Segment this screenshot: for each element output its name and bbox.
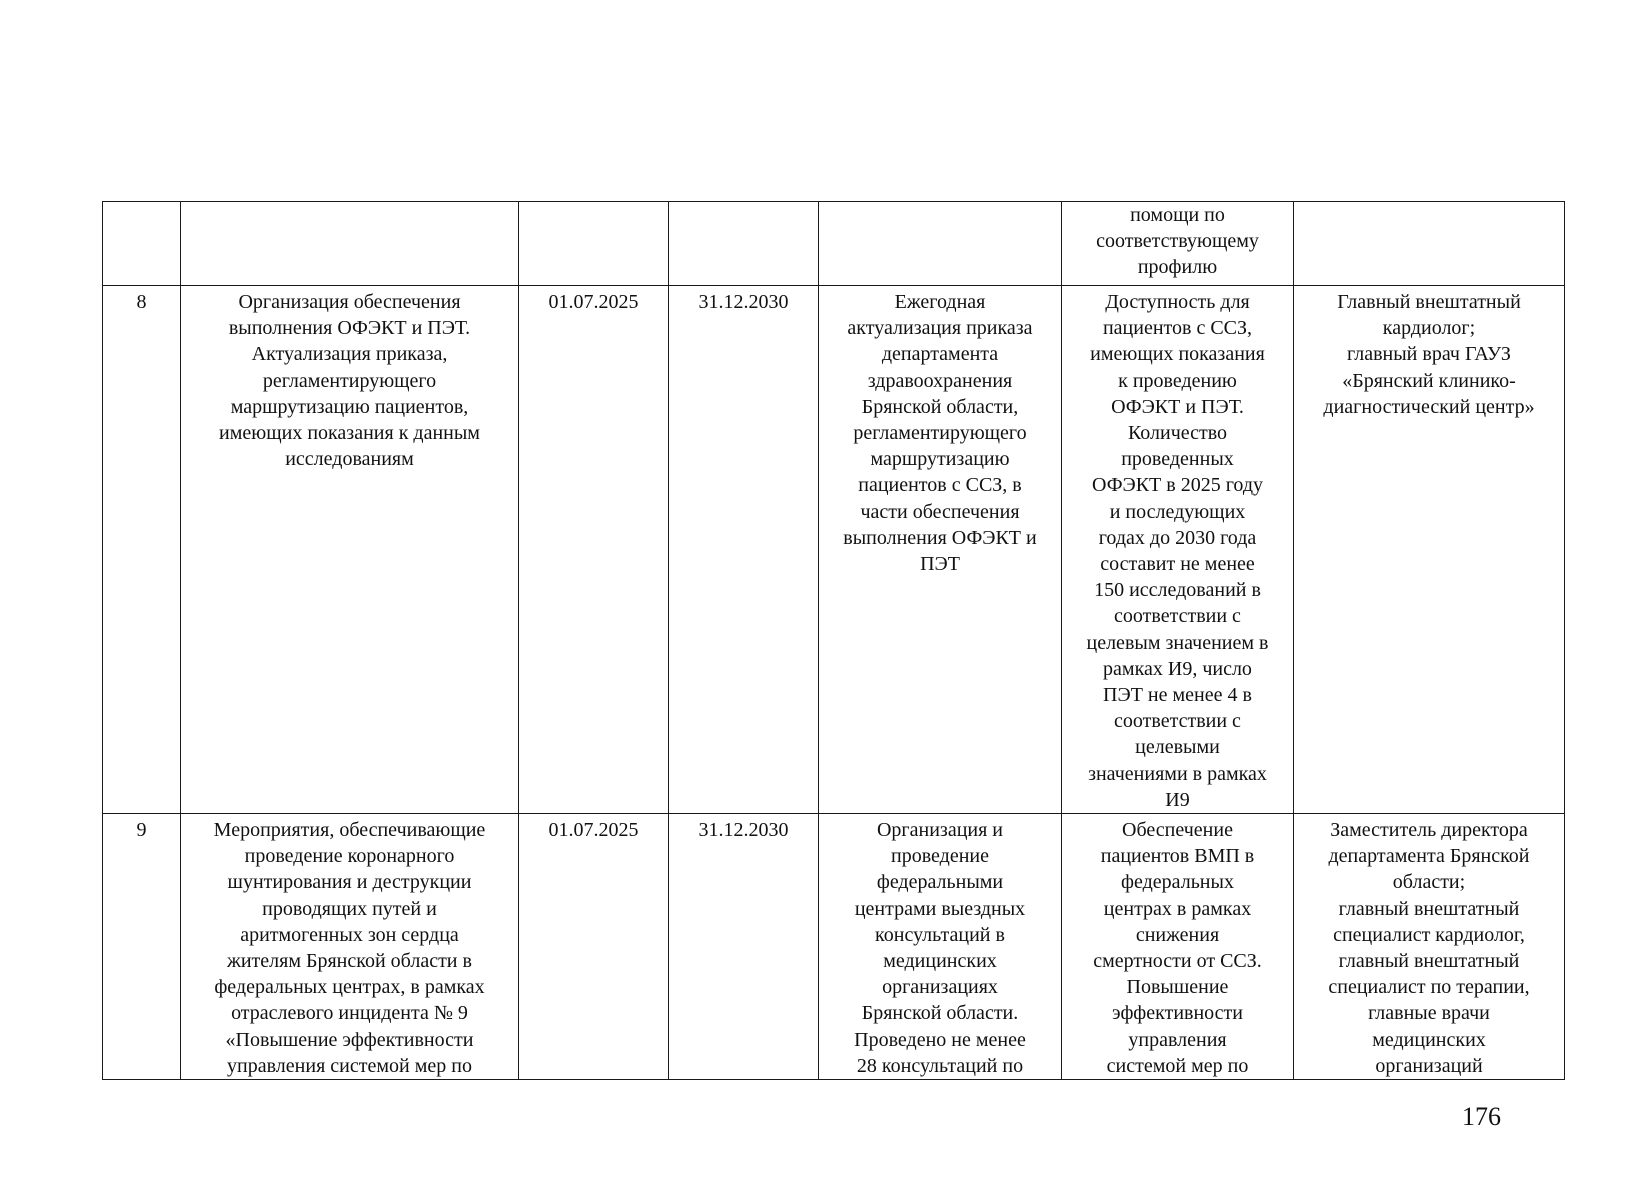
table-row-continuation <box>103 202 1565 286</box>
table-row <box>103 814 1565 1080</box>
cell-result: Организация и проведение федеральными центрами выездных консультаций в медицинских организациях Брянской области. Проведено не менее 28 консультаций по <box>819 814 1062 1080</box>
cell-event <box>181 202 519 286</box>
cell-start-date: 01.07.2025 <box>519 286 669 814</box>
cell-number <box>103 202 181 286</box>
cell-end-date: 31.12.2030 <box>669 286 819 814</box>
cell-event: Мероприятия, обеспечивающие проведение коронарного шунтирования и деструкции проводящих путей и аритмогенных зон сердца жителям Брянской области в федеральных центрах, в рамках отраслевого инцидента № 9 «Повышение эффективности управления системой мер по <box>181 814 519 1080</box>
cell-number: 8 <box>103 286 181 814</box>
cell-end-date <box>669 202 819 286</box>
cell-start-date: 01.07.2025 <box>519 814 669 1080</box>
cell-start-date <box>519 202 669 286</box>
cell-result <box>819 202 1062 286</box>
cell-responsible: Заместитель директора департамента Брянской области; главный внештатный специалист кардиолог, главный внештатный специалист по терапии, главные врачи медицинских организаций <box>1294 814 1565 1080</box>
cell-result: Ежегодная актуализация приказа департамента здравоохранения Брянской области, регламентирующего маршрутизацию пациентов с ССЗ, в части обеспечения выполнения ОФЭКТ и ПЭТ <box>819 286 1062 814</box>
cell-event: Организация обеспечения выполнения ОФЭКТ и ПЭТ. Актуализация приказа, регламентирующего маршрутизацию пациентов, имеющих показания к данным исследованиям <box>181 286 519 814</box>
measures-table <box>102 201 1565 1080</box>
page-number: 176 <box>1462 1102 1501 1131</box>
cell-number: 9 <box>103 814 181 1080</box>
cell-indicator: Доступность для пациентов с ССЗ, имеющих показания к проведению ОФЭКТ и ПЭТ. Количество проведенных ОФЭКТ в 2025 году и последующих годах до 2030 года составит не менее 150 исследований в соответствии с целевым значением в рамках И9, число ПЭТ не менее 4 в соответствии с целевыми значениями в рамках И9 <box>1062 286 1294 814</box>
cell-responsible <box>1294 202 1565 286</box>
table-row <box>103 286 1565 814</box>
cell-indicator: Обеспечение пациентов ВМП в федеральных центрах в рамках снижения смертности от ССЗ. Повышение эффективности управления системой мер по <box>1062 814 1294 1080</box>
cell-indicator: помощи по соответствующему профилю <box>1062 202 1294 286</box>
cell-end-date: 31.12.2030 <box>669 814 819 1080</box>
cell-responsible: Главный внештатный кардиолог; главный врач ГАУЗ «Брянский клинико- диагностический центр» <box>1294 286 1565 814</box>
